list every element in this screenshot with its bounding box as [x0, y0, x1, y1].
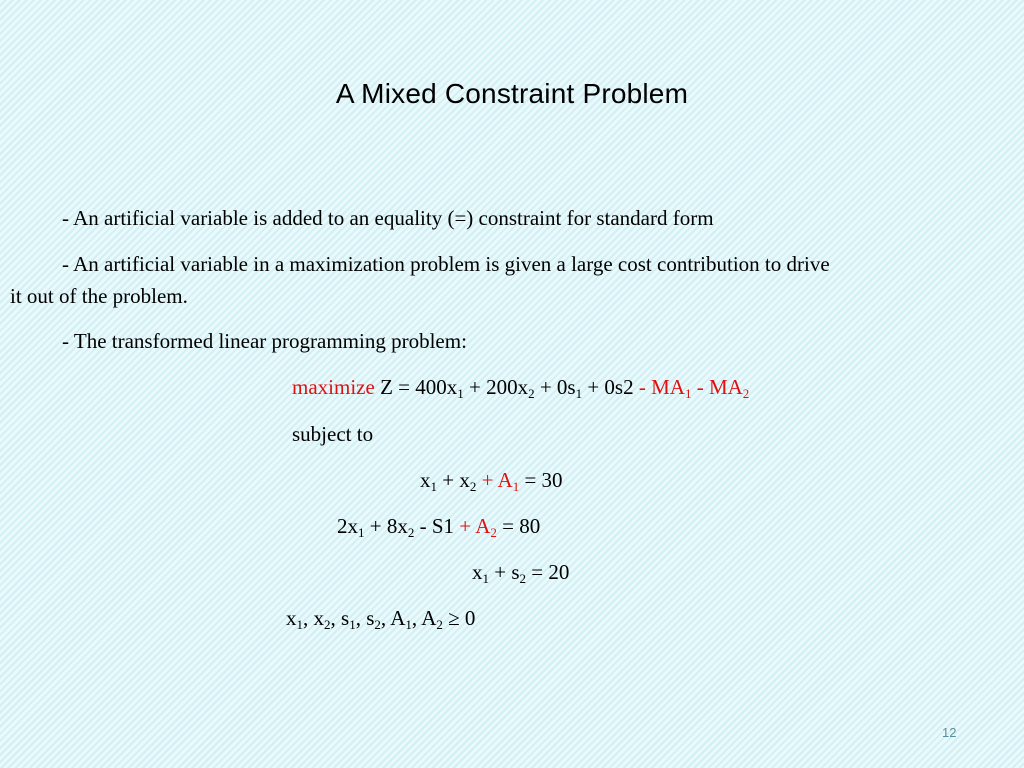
bullet-artificial-equality: - An artificial variable is added to an equality (=) constraint for standard form	[62, 206, 714, 230]
constraint-1: $x_1 + x_2 + A_1 = 30$	[420, 468, 563, 494]
objective-function: maximize $Z = 400x_1 + 200x_2 + 0s_1 + 0s2 - MA_1 - MA_2$	[292, 375, 750, 401]
artificial-penalty-term: - $MA_1 - MA_2$	[638, 375, 750, 401]
maximize-keyword: maximize	[292, 375, 375, 399]
bullet-artificial-maximization-cont: it out of the problem.	[10, 284, 188, 308]
slide-title: A Mixed Constraint Problem	[335, 78, 689, 109]
constraint-2: $2x_1 + 8x_2 - S1 + A_2 = 80$	[337, 514, 541, 540]
non-negativity-constraint: $x_1$, $x_2$, $s_1$, $s_2$, $A_1$, $A_2 \ge 0$	[286, 606, 476, 632]
constraint-3: $x_1 + s_2 = 20$	[472, 560, 570, 586]
page-number: 12	[942, 725, 957, 740]
bullet-transformed-problem: - The transformed linear programming problem:	[62, 329, 467, 353]
subject-to-label: subject to	[292, 422, 374, 446]
bullet-artificial-maximization: - An artificial variable in a maximization problem is given a large cost contribution to drive	[62, 252, 830, 276]
